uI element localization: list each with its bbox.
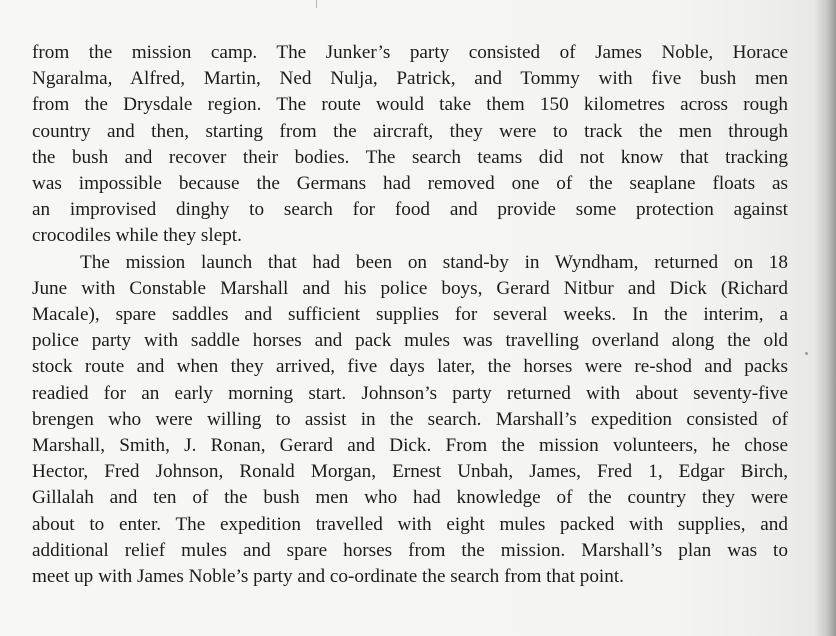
text-line: Macale), spare saddles and sufficient supplies for several weeks. In the interim, a [32, 304, 788, 326]
text-line: police party with saddle horses and pack mules was travelling overland along the old [32, 330, 788, 352]
text-line: from the mission camp. The Junker’s party consisted of James Noble, Horace [32, 42, 788, 63]
text-line: The mission launch that had been on stand-by in Wyndham, returned on 18 [80, 251, 788, 273]
text-line: Hector, Fred Johnson, Ronald Morgan, Ernest Unbah, James, Fred 1, Edgar Birch, [32, 461, 788, 483]
text-line: readied for an early morning start. Johnson’s party returned with about seventy-five [32, 382, 788, 404]
text-line: an improvised dinghy to search for food and provide some protection against [32, 199, 788, 221]
text-line: about to enter. The expedition travelled with eight mules packed with supplies, and [32, 513, 788, 535]
text-line: additional relief mules and spare horses from the mission. Marshall’s plan was to [32, 539, 788, 561]
paragraph-2 [32, 250, 788, 591]
paragraph-1 [32, 40, 788, 250]
text-line: the bush and recover their bodies. The search teams did not know that tracking [32, 146, 788, 168]
text-line: crocodiles while they slept. [32, 225, 242, 247]
text-line: country and then, starting from the aircraft, they were to track the men through [32, 120, 788, 142]
text-line: brengen who were willing to assist in the search. Marshall’s expedition consisted of [32, 408, 788, 430]
margin-speck [805, 352, 808, 355]
text-line: Ngaralma, Alfred, Martin, Ned Nulja, Patrick, and Tommy with five bush men [32, 68, 788, 90]
body-text [32, 40, 788, 590]
gutter-mark [316, 0, 317, 8]
text-line: from the Drysdale region. The route would take them 150 kilometres across rough [32, 94, 788, 116]
text-line: Gillalah and ten of the bush men who had knowledge of the country they were [32, 487, 788, 509]
text-line: Marshall, Smith, J. Ronan, Gerard and Dick. From the mission volunteers, he chose [32, 435, 788, 457]
text-line: stock route and when they arrived, five days later, the horses were re-shod and packs [32, 356, 788, 378]
text-line: meet up with James Noble’s party and co-ordinate the search from that point. [32, 566, 624, 588]
text-line: June with Constable Marshall and his police boys, Gerard Nitbur and Dick (Richard [32, 277, 788, 299]
text-line: was impossible because the Germans had removed one of the seaplane floats as [32, 173, 788, 195]
page-edge-shadow [814, 0, 836, 636]
